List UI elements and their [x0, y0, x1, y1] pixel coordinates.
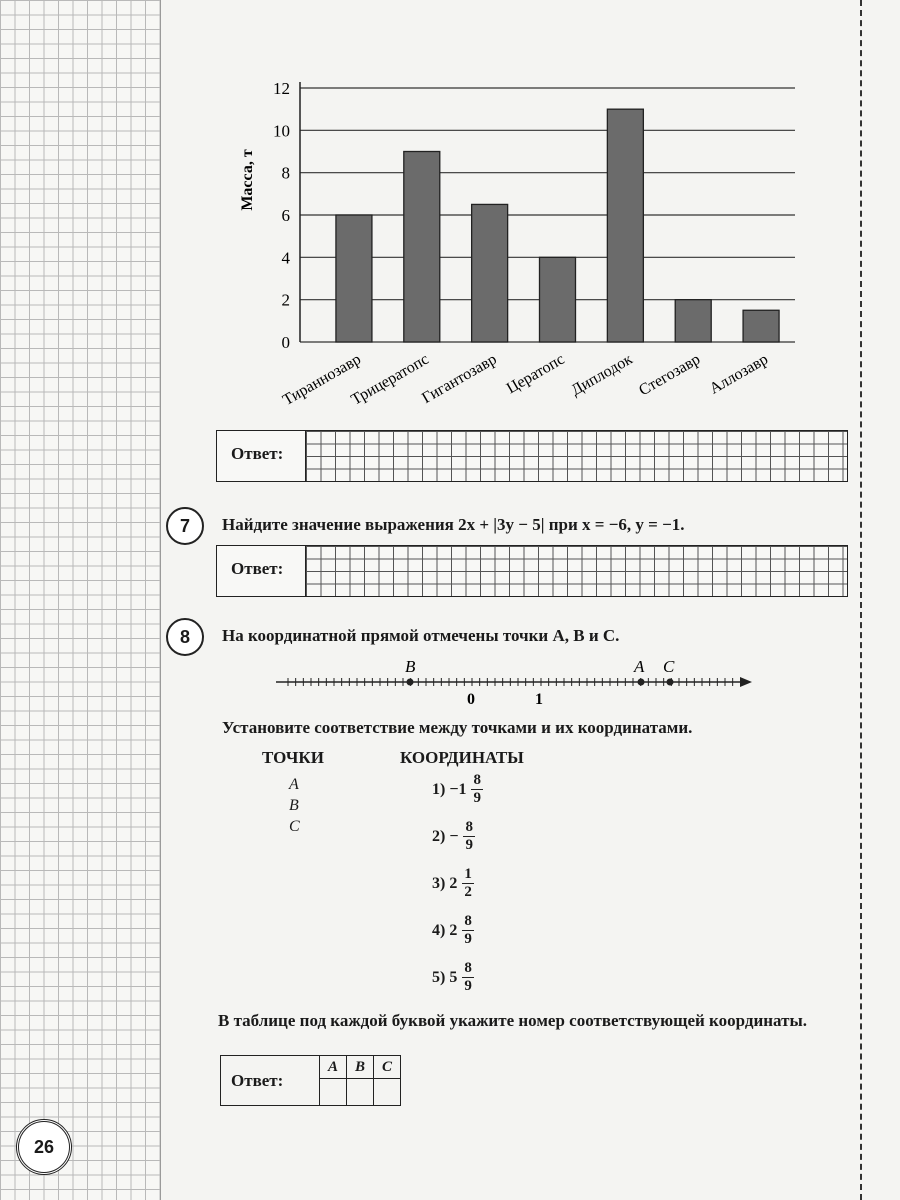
table-instruction: В таблице под каждой буквой укажите номер соответствующей координаты.: [218, 1011, 807, 1030]
point-b-dot: [407, 679, 414, 686]
answer-match-table: [220, 1055, 401, 1106]
point-c-dot: [667, 679, 674, 686]
task7-text: Найдите значение выражения 2x + |3y − 5| при x = −6, y = −1.: [222, 515, 685, 534]
one-label: 1: [535, 691, 543, 708]
answer-label: Ответ:: [221, 1056, 320, 1106]
task-number-7: 7: [166, 507, 204, 545]
bar-chart: [220, 70, 820, 430]
bar: [472, 204, 508, 342]
option-prefix: 2: [449, 921, 458, 939]
points-list: [289, 774, 300, 837]
y-axis-label: Масса, т: [239, 149, 256, 211]
zero-label: 0: [467, 691, 475, 708]
answer-box-task6: [216, 430, 848, 482]
y-tick-label: 6: [281, 206, 290, 225]
option-number: 1): [432, 780, 446, 798]
x-tick-label: Аллозавр: [706, 350, 772, 398]
bar: [540, 257, 576, 342]
number-line-arrow: [740, 677, 752, 687]
answer-cell-c[interactable]: [374, 1079, 401, 1106]
option-prefix: −1: [449, 780, 467, 798]
point-b-label: B: [405, 657, 416, 676]
answer-grid[interactable]: [305, 546, 847, 596]
answer-cell-a[interactable]: [320, 1079, 347, 1106]
answer-label: Ответ:: [231, 444, 284, 463]
fraction: [471, 772, 483, 807]
x-tick-label: Тираннозавр: [279, 350, 364, 410]
page-number: 26: [16, 1119, 72, 1175]
numerator: 8: [473, 772, 481, 788]
task-number-8: 8: [166, 618, 204, 656]
denominator: 2: [464, 884, 472, 900]
point-c-label: C: [663, 657, 675, 676]
option-number: 2): [432, 827, 446, 845]
coordinate-option-1: [432, 772, 483, 807]
number-line: [270, 650, 760, 710]
option-prefix: 2: [449, 874, 458, 892]
numerator: 8: [464, 960, 472, 976]
point-a-dot: [638, 679, 645, 686]
fraction: [462, 960, 474, 995]
option-number: 4): [432, 921, 446, 939]
denominator: 9: [464, 931, 472, 947]
bar: [675, 300, 711, 342]
bar: [743, 310, 779, 342]
option-prefix: −: [449, 827, 459, 845]
x-tick-label: Гигантозавр: [419, 350, 500, 408]
points-header: ТОЧКИ: [262, 748, 324, 767]
coordinate-option-3: [432, 866, 474, 901]
y-tick-label: 2: [281, 290, 290, 310]
answer-grid[interactable]: [305, 431, 847, 481]
option-prefix: 5: [449, 968, 458, 986]
bar: [404, 152, 440, 343]
table-header-c: C: [374, 1056, 401, 1079]
numerator: 1: [464, 866, 472, 882]
fraction: [462, 866, 474, 901]
coordinate-option-5: [432, 960, 474, 995]
grid-margin: [0, 0, 161, 1200]
task8-instruction: Установите соответствие между точками и их координатами.: [222, 718, 693, 737]
numerator: 8: [465, 819, 473, 835]
answer-box-task7: [216, 545, 848, 597]
answer-cell-b[interactable]: [347, 1079, 374, 1106]
denominator: 9: [464, 978, 472, 994]
bar: [336, 215, 372, 342]
y-tick-label: 8: [281, 163, 290, 183]
denominator: 9: [473, 790, 481, 806]
cut-line: [860, 0, 862, 1200]
fraction: [463, 819, 475, 854]
denominator: 9: [465, 837, 473, 853]
coordinates-header: КООРДИНАТЫ: [400, 748, 524, 767]
point-item: C: [289, 818, 300, 835]
option-number: 3): [432, 874, 446, 892]
y-tick-label: 12: [273, 79, 290, 98]
y-tick-label: 0: [281, 333, 290, 352]
y-tick-label: 4: [281, 248, 290, 268]
answer-label: Ответ:: [231, 559, 284, 578]
table-header-a: A: [320, 1056, 347, 1079]
x-tick-label: Трицератопс: [348, 350, 432, 409]
point-a-label: A: [634, 657, 645, 676]
task8-intro: На координатной прямой отмечены точки A, B и C.: [222, 626, 620, 645]
x-tick-label: Стегозавр: [636, 350, 704, 400]
numerator: 8: [464, 913, 472, 929]
x-tick-label: Цератопс: [503, 350, 568, 398]
point-item: A: [289, 776, 299, 793]
option-number: 5): [432, 968, 446, 986]
coordinate-option-2: [432, 819, 475, 854]
y-tick-label: 10: [273, 121, 290, 141]
x-tick-label: Диплодок: [568, 350, 636, 400]
bar: [607, 109, 643, 342]
coordinate-option-4: [432, 913, 474, 948]
table-header-b: B: [347, 1056, 374, 1079]
fraction: [462, 913, 474, 948]
point-item: B: [289, 797, 299, 814]
